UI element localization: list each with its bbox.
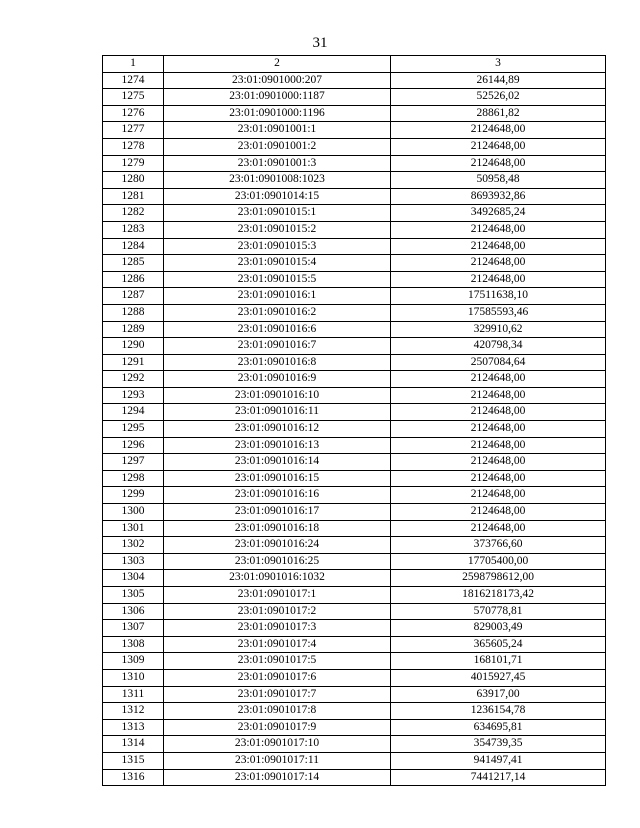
cadastral-value-cell: 1236154,78	[391, 703, 606, 720]
cadastral-number-cell: 23:01:0901017:10	[164, 736, 391, 753]
cadastral-number-cell: 23:01:0901016:15	[164, 470, 391, 487]
row-number-cell: 1309	[103, 653, 164, 670]
table-row	[103, 520, 606, 537]
table-row	[103, 537, 606, 554]
cadastral-number-cell: 23:01:0901016:2	[164, 304, 391, 321]
cadastral-value-cell: 420798,34	[391, 338, 606, 355]
table-row	[103, 752, 606, 769]
table-row	[103, 205, 606, 222]
row-number-cell: 1286	[103, 271, 164, 288]
cadastral-value-cell: 2124648,00	[391, 122, 606, 139]
cadastral-value-cell: 50958,48	[391, 172, 606, 189]
row-number-cell: 1283	[103, 221, 164, 238]
table-row	[103, 421, 606, 438]
table-row	[103, 255, 606, 272]
row-number-cell: 1281	[103, 188, 164, 205]
cadastral-number-cell: 23:01:0901016:10	[164, 387, 391, 404]
cadastral-value-table	[102, 55, 606, 786]
cadastral-value-cell: 2124648,00	[391, 404, 606, 421]
column-header-1: 1	[103, 56, 164, 73]
table-row	[103, 620, 606, 637]
cadastral-number-cell: 23:01:0901016:13	[164, 437, 391, 454]
cadastral-number-cell: 23:01:0901017:3	[164, 620, 391, 637]
cadastral-number-cell: 23:01:0901016:16	[164, 487, 391, 504]
cadastral-number-cell: 23:01:0901017:4	[164, 636, 391, 653]
page-number: 31	[312, 35, 328, 51]
table-row	[103, 669, 606, 686]
table-row	[103, 321, 606, 338]
cadastral-value-cell: 829003,49	[391, 620, 606, 637]
cadastral-value-cell: 8693932,86	[391, 188, 606, 205]
row-number-cell: 1274	[103, 72, 164, 89]
row-number-cell: 1316	[103, 769, 164, 786]
row-number-cell: 1290	[103, 338, 164, 355]
cadastral-value-cell: 168101,71	[391, 653, 606, 670]
cadastral-number-cell: 23:01:0901016:12	[164, 421, 391, 438]
cadastral-number-cell: 23:01:0901016:8	[164, 354, 391, 371]
row-number-cell: 1313	[103, 719, 164, 736]
cadastral-value-cell: 2124648,00	[391, 221, 606, 238]
row-number-cell: 1294	[103, 404, 164, 421]
cadastral-value-cell: 329910,62	[391, 321, 606, 338]
cadastral-number-cell: 23:01:0901016:11	[164, 404, 391, 421]
cadastral-number-cell: 23:01:0901016:1	[164, 288, 391, 305]
cadastral-value-cell: 2124648,00	[391, 255, 606, 272]
cadastral-number-cell: 23:01:0901015:3	[164, 238, 391, 255]
column-header-2: 2	[164, 56, 391, 73]
table-row	[103, 404, 606, 421]
cadastral-number-cell: 23:01:0901016:9	[164, 371, 391, 388]
row-number-cell: 1277	[103, 122, 164, 139]
cadastral-number-cell: 23:01:0901014:15	[164, 188, 391, 205]
cadastral-value-cell: 2124648,00	[391, 155, 606, 172]
row-number-cell: 1292	[103, 371, 164, 388]
table-header-row	[103, 56, 606, 73]
table-row	[103, 437, 606, 454]
cadastral-value-cell: 373766,60	[391, 537, 606, 554]
cadastral-number-cell: 23:01:0901000:207	[164, 72, 391, 89]
cadastral-number-cell: 23:01:0901016:17	[164, 504, 391, 521]
cadastral-value-cell: 941497,41	[391, 752, 606, 769]
table-row	[103, 719, 606, 736]
cadastral-number-cell: 23:01:0901017:6	[164, 669, 391, 686]
row-number-cell: 1302	[103, 537, 164, 554]
cadastral-number-cell: 23:01:0901017:7	[164, 686, 391, 703]
row-number-cell: 1288	[103, 304, 164, 321]
cadastral-number-cell: 23:01:0901016:18	[164, 520, 391, 537]
row-number-cell: 1303	[103, 553, 164, 570]
row-number-cell: 1314	[103, 736, 164, 753]
table-row	[103, 736, 606, 753]
row-number-cell: 1305	[103, 587, 164, 604]
row-number-cell: 1285	[103, 255, 164, 272]
row-number-cell: 1300	[103, 504, 164, 521]
cadastral-value-cell: 2507084,64	[391, 354, 606, 371]
cadastral-value-cell: 2124648,00	[391, 138, 606, 155]
table-row	[103, 454, 606, 471]
cadastral-number-cell: 23:01:0901016:6	[164, 321, 391, 338]
cadastral-number-cell: 23:01:0901001:2	[164, 138, 391, 155]
cadastral-value-cell: 2124648,00	[391, 504, 606, 521]
row-number-cell: 1295	[103, 421, 164, 438]
cadastral-number-cell: 23:01:0901016:7	[164, 338, 391, 355]
row-number-cell: 1301	[103, 520, 164, 537]
table-row	[103, 338, 606, 355]
row-number-cell: 1284	[103, 238, 164, 255]
cadastral-number-cell: 23:01:0901017:14	[164, 769, 391, 786]
cadastral-value-cell: 28861,82	[391, 105, 606, 122]
cadastral-value-cell: 2124648,00	[391, 421, 606, 438]
table-row	[103, 387, 606, 404]
table-row	[103, 304, 606, 321]
row-number-cell: 1311	[103, 686, 164, 703]
cadastral-number-cell: 23:01:0901017:5	[164, 653, 391, 670]
row-number-cell: 1310	[103, 669, 164, 686]
table-row	[103, 636, 606, 653]
cadastral-value-cell: 7441217,14	[391, 769, 606, 786]
table-row	[103, 470, 606, 487]
table-row	[103, 354, 606, 371]
cadastral-value-cell: 52526,02	[391, 89, 606, 106]
cadastral-number-cell: 23:01:0901017:11	[164, 752, 391, 769]
cadastral-number-cell: 23:01:0901016:1032	[164, 570, 391, 587]
row-number-cell: 1308	[103, 636, 164, 653]
cadastral-value-cell: 63917,00	[391, 686, 606, 703]
cadastral-value-cell: 2124648,00	[391, 487, 606, 504]
cadastral-value-cell: 17511638,10	[391, 288, 606, 305]
cadastral-number-cell: 23:01:0901017:1	[164, 587, 391, 604]
table-row	[103, 686, 606, 703]
table-row	[103, 769, 606, 786]
cadastral-number-cell: 23:01:0901001:1	[164, 122, 391, 139]
table-row	[103, 553, 606, 570]
cadastral-value-cell: 2124648,00	[391, 271, 606, 288]
table-row	[103, 570, 606, 587]
row-number-cell: 1312	[103, 703, 164, 720]
cadastral-value-cell: 2124648,00	[391, 387, 606, 404]
cadastral-number-cell: 23:01:0901015:4	[164, 255, 391, 272]
table-row	[103, 288, 606, 305]
cadastral-value-cell: 2598798612,00	[391, 570, 606, 587]
row-number-cell: 1276	[103, 105, 164, 122]
row-number-cell: 1282	[103, 205, 164, 222]
cadastral-number-cell: 23:01:0901000:1187	[164, 89, 391, 106]
row-number-cell: 1299	[103, 487, 164, 504]
table-row	[103, 371, 606, 388]
cadastral-number-cell: 23:01:0901016:24	[164, 537, 391, 554]
cadastral-value-cell: 2124648,00	[391, 371, 606, 388]
table-row	[103, 653, 606, 670]
cadastral-value-cell: 570778,81	[391, 603, 606, 620]
cadastral-value-cell: 634695,81	[391, 719, 606, 736]
cadastral-value-cell: 2124648,00	[391, 520, 606, 537]
row-number-cell: 1304	[103, 570, 164, 587]
table-row	[103, 89, 606, 106]
cadastral-number-cell: 23:01:0901008:1023	[164, 172, 391, 189]
row-number-cell: 1293	[103, 387, 164, 404]
cadastral-number-cell: 23:01:0901015:5	[164, 271, 391, 288]
table-row	[103, 504, 606, 521]
cadastral-value-cell: 3492685,24	[391, 205, 606, 222]
row-number-cell: 1296	[103, 437, 164, 454]
cadastral-number-cell: 23:01:0901001:3	[164, 155, 391, 172]
table-row	[103, 238, 606, 255]
row-number-cell: 1289	[103, 321, 164, 338]
cadastral-number-cell: 23:01:0901016:25	[164, 553, 391, 570]
cadastral-value-cell: 365605,24	[391, 636, 606, 653]
table-row	[103, 271, 606, 288]
cadastral-number-cell: 23:01:0901016:14	[164, 454, 391, 471]
table-row	[103, 188, 606, 205]
cadastral-value-cell: 2124648,00	[391, 437, 606, 454]
table-row	[103, 105, 606, 122]
table-row	[103, 703, 606, 720]
cadastral-number-cell: 23:01:0901017:2	[164, 603, 391, 620]
table-row	[103, 72, 606, 89]
row-number-cell: 1280	[103, 172, 164, 189]
cadastral-value-cell: 354739,35	[391, 736, 606, 753]
cadastral-number-cell: 23:01:0901000:1196	[164, 105, 391, 122]
row-number-cell: 1291	[103, 354, 164, 371]
table-row	[103, 172, 606, 189]
cadastral-number-cell: 23:01:0901017:9	[164, 719, 391, 736]
row-number-cell: 1298	[103, 470, 164, 487]
row-number-cell: 1278	[103, 138, 164, 155]
row-number-cell: 1315	[103, 752, 164, 769]
cadastral-number-cell: 23:01:0901015:1	[164, 205, 391, 222]
table-row	[103, 155, 606, 172]
table-row	[103, 603, 606, 620]
row-number-cell: 1297	[103, 454, 164, 471]
cadastral-value-cell: 4015927,45	[391, 669, 606, 686]
cadastral-value-cell: 2124648,00	[391, 454, 606, 471]
cadastral-value-cell: 2124648,00	[391, 238, 606, 255]
row-number-cell: 1275	[103, 89, 164, 106]
cadastral-value-cell: 1816218173,42	[391, 587, 606, 604]
row-number-cell: 1307	[103, 620, 164, 637]
cadastral-number-cell: 23:01:0901017:8	[164, 703, 391, 720]
table-row	[103, 138, 606, 155]
cadastral-value-cell: 17705400,00	[391, 553, 606, 570]
cadastral-number-cell: 23:01:0901015:2	[164, 221, 391, 238]
column-header-3: 3	[391, 56, 606, 73]
table-row	[103, 122, 606, 139]
cadastral-value-cell: 2124648,00	[391, 470, 606, 487]
table-body	[103, 72, 606, 786]
table-row	[103, 587, 606, 604]
cadastral-value-cell: 17585593,46	[391, 304, 606, 321]
row-number-cell: 1287	[103, 288, 164, 305]
row-number-cell: 1279	[103, 155, 164, 172]
table-row	[103, 487, 606, 504]
table-row	[103, 221, 606, 238]
row-number-cell: 1306	[103, 603, 164, 620]
cadastral-value-cell: 26144,89	[391, 72, 606, 89]
